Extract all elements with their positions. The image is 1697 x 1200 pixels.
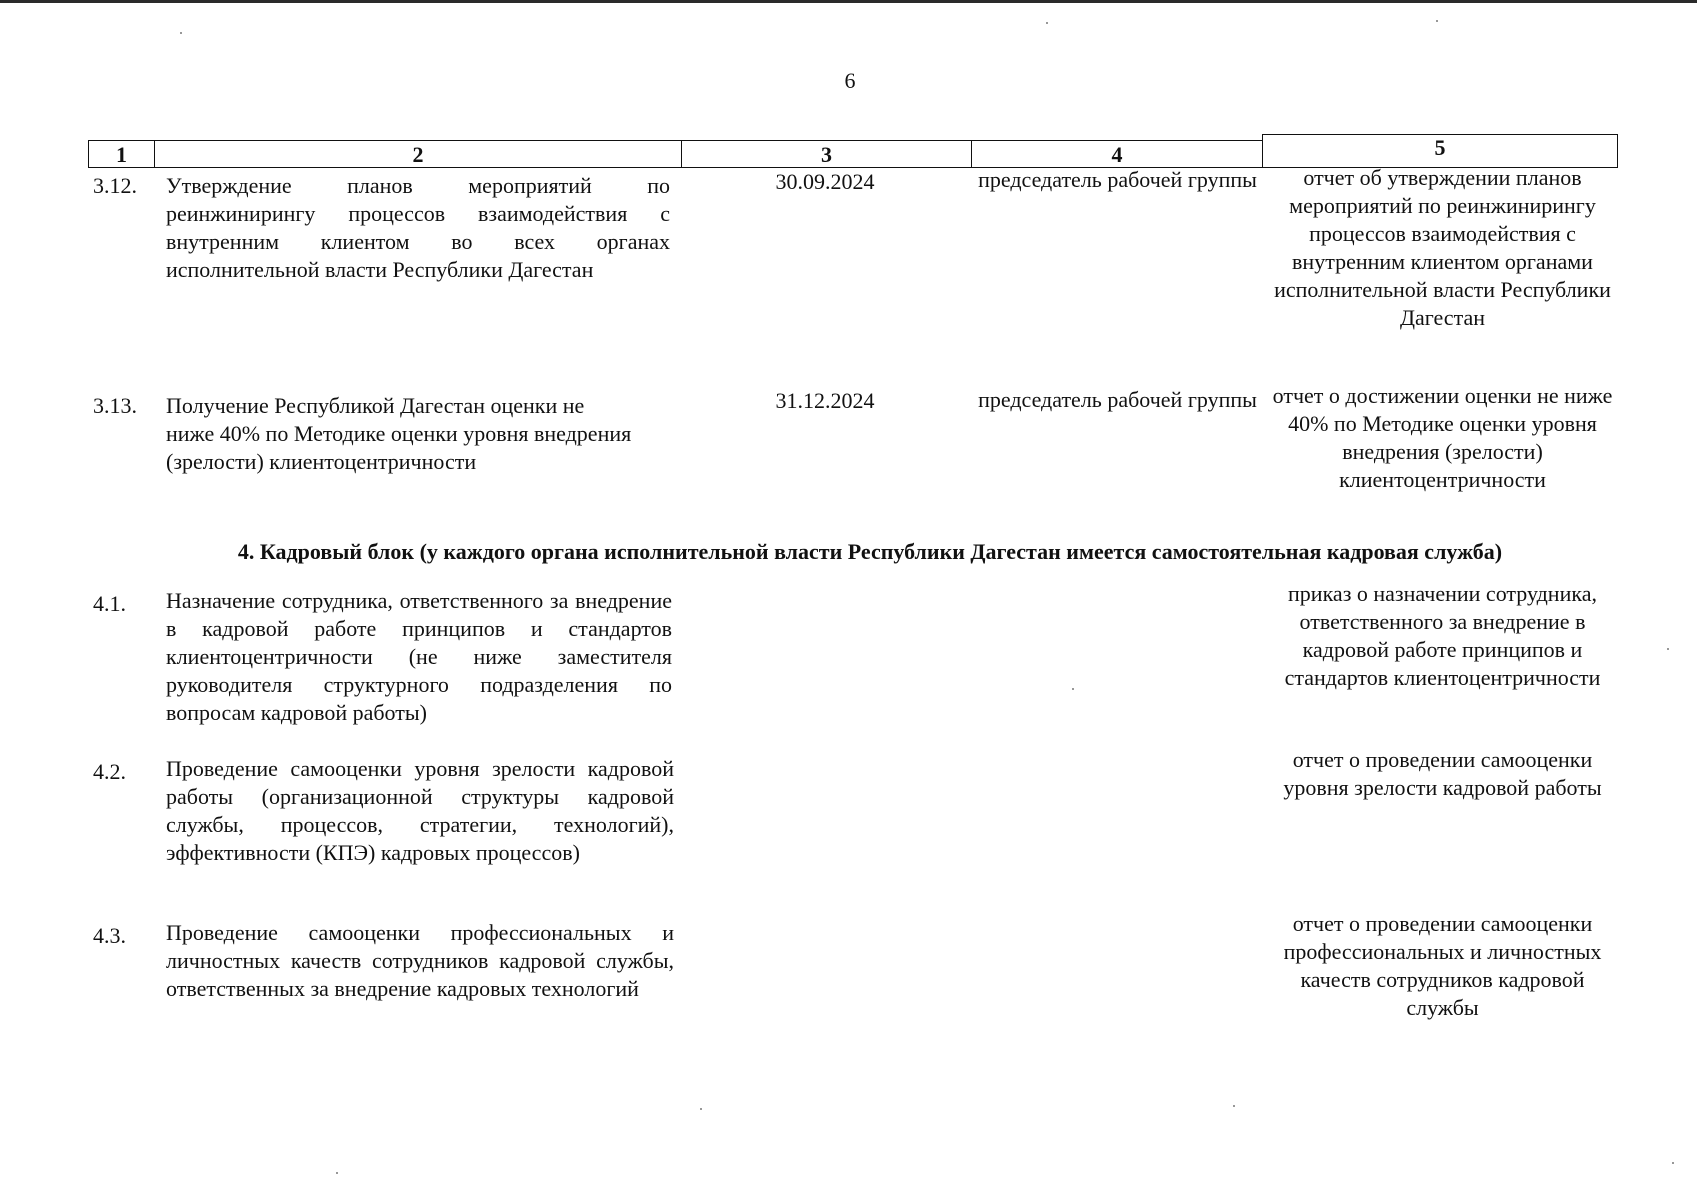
header-col-4: 4 — [971, 140, 1262, 168]
row-result: отчет о проведении самооценки уровня зрелости кадровой работы — [1283, 747, 1602, 800]
row-number: 3.13. — [93, 393, 137, 418]
scan-edge — [0, 0, 1697, 3]
section-title: 4. Кадровый блок (у каждого органа исполнительной власти Республики Дагестан имеется самостоятельная кадровая служба) — [237, 539, 1503, 564]
row-number: 4.1. — [93, 591, 126, 616]
header-col-3: 3 — [681, 140, 971, 168]
row-deadline: 30.09.2024 — [775, 169, 875, 194]
header-col-5: 5 — [1262, 134, 1618, 168]
scan-speck — [1667, 648, 1669, 650]
row-description: Проведение самооценки профессиональных и личностных качеств сотрудников кадровой службы, ответственных за внедрение кадровых технологий — [166, 920, 674, 1001]
row-number: 4.3. — [93, 923, 126, 948]
header-col-1: 1 — [88, 140, 154, 168]
row-responsible: председатель рабочей группы — [978, 167, 1257, 192]
header-col-2: 2 — [154, 140, 681, 168]
scan-speck — [336, 1172, 338, 1174]
scan-speck — [1436, 20, 1438, 22]
row-description: Получение Республикой Дагестан оценки не ниже 40% по Методике оценки уровня внедрения (зрелости) клиентоцентричности — [166, 393, 632, 474]
row-result: приказ о назначении сотрудника, ответственного за внедрение в кадровой работе принципов и стандартов клиентоцентричности — [1284, 581, 1601, 690]
row-description: Проведение самооценки уровня зрелости кадровой работы (организационной структуры кадровой службы, процессов, стратегии, технологий), эффективности (КПЭ) кадровых процессов) — [166, 756, 674, 865]
row-responsible: председатель рабочей группы — [978, 387, 1257, 412]
scan-speck — [180, 32, 182, 34]
row-result: отчет о проведении самооценки профессиональных и личностных качеств сотрудников кадровой службы — [1283, 911, 1602, 1020]
scan-speck — [1233, 1105, 1235, 1107]
row-number: 4.2. — [93, 759, 126, 784]
scan-speck — [1046, 22, 1048, 24]
scan-speck — [1072, 688, 1074, 690]
row-description: Утверждение планов мероприятий по реинжинирингу процессов взаимодействия с внутренним клиентом во всех органах исполнительной власти Республики Дагестан — [166, 173, 670, 282]
row-number: 3.12. — [93, 173, 137, 198]
row-deadline: 31.12.2024 — [775, 388, 875, 413]
page-number: 6 — [844, 68, 856, 93]
scan-speck — [1672, 1162, 1674, 1164]
row-result: отчет об утверждении планов мероприятий по реинжинирингу процессов взаимодействия с внутренним клиентом органами исполнительной власти Республики Дагестан — [1274, 165, 1611, 330]
scan-speck — [700, 1108, 702, 1110]
row-result: отчет о достижении оценки не ниже 40% по Методике оценки уровня внедрения (зрелости) клиентоцентричности — [1272, 383, 1613, 492]
row-description: Назначение сотрудника, ответственного за внедрение в кадровой работе принципов и стандартов клиентоцентричности (не ниже заместителя руководителя структурного подразделения по вопросам кадровой работы) — [166, 588, 672, 725]
